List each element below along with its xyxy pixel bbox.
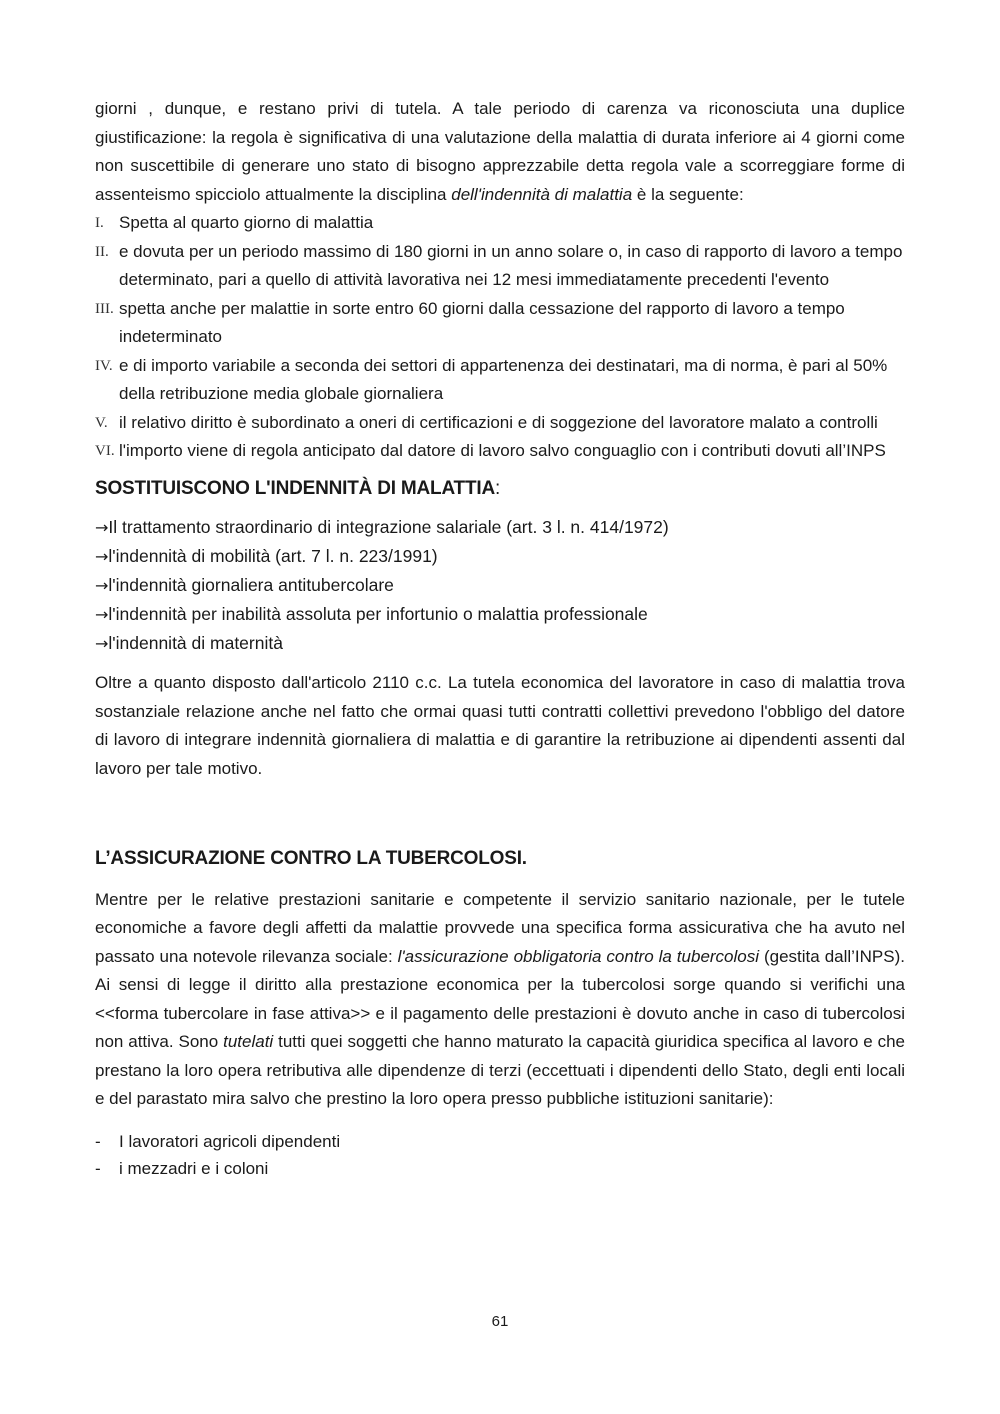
list-item-text: Il trattamento straordinario di integrazione salariale (art. 3 l. n. 414/1972) bbox=[108, 517, 669, 537]
list-item-text: i mezzadri e i coloni bbox=[119, 1158, 269, 1178]
list-item-number: II. bbox=[95, 243, 109, 260]
paragraph-text: tutti quei soggetti che hanno maturato la capacità giuridica specifica al lavoro e che prestano la loro opera retributiva alle dipendenze di terzi (eccettuati i dipendenti dello Stato, degli enti locali e del parastato mira salvo che prestino la loro opera presso pubbliche istituzioni sanitarie): bbox=[95, 1032, 906, 1108]
list-item bbox=[95, 209, 905, 238]
list-item-number: III. bbox=[95, 300, 114, 317]
intro-italic: dell'indennità di malattia bbox=[451, 184, 633, 204]
list-item-text: l'importo viene di regola anticipato dal datore di lavoro salvo conguaglio con i contributi dovuti all’INPS bbox=[119, 440, 886, 460]
list-item-text: I lavoratori agricoli dipendenti bbox=[119, 1131, 341, 1151]
list-item bbox=[95, 439, 905, 463]
list-item-text: l'indennità per inabilità assoluta per infortunio o malattia professionale bbox=[108, 604, 648, 624]
intro-text-end: è la seguente: bbox=[632, 184, 744, 204]
arrow-icon: → bbox=[95, 547, 109, 566]
section-heading-tubercolosi: L’ASSICURAZIONE CONTRO LA TUBERCOLOSI. bbox=[95, 848, 527, 869]
heading-colon: : bbox=[494, 477, 501, 499]
list-item-number: V. bbox=[95, 414, 108, 431]
roman-numeral-list bbox=[95, 209, 905, 463]
page-number: 61 bbox=[491, 1313, 509, 1330]
list-item bbox=[95, 629, 905, 658]
list-item-text: spetta anche per malattie in sorte entro 60 giorni dalla cessazione del rapporto di lavoro a tempo indeterminato bbox=[119, 298, 845, 346]
intro-paragraph bbox=[95, 95, 905, 209]
dash-bullet: - bbox=[95, 1158, 101, 1178]
list-item-text: e dovuta per un periodo massimo di 180 giorni in un anno solare o, in caso di rapporto di lavoro a tempo determinato, pari a quello di attività lavorativa nei 12 mesi immediatamente precedenti l'evento bbox=[119, 241, 903, 289]
list-item bbox=[95, 571, 905, 600]
list-item bbox=[95, 295, 905, 352]
list-item-text: l'indennità giornaliera antitubercolare bbox=[108, 575, 394, 595]
list-item bbox=[95, 238, 905, 295]
list-item bbox=[95, 1128, 905, 1155]
paragraph-oltre: Oltre a quanto disposto dall'articolo 2110 c.c. La tutela economica del lavoratore in caso di malattia trova sostanziale relazione anche nel fatto che ormai quasi tutti contratti collettivi prevedono l'obbligo del datore di lavoro di integrare indennità giornaliera di malattia e di garantire la retribuzione ai dipendenti assenti dal lavoro per tale motivo. bbox=[95, 673, 905, 778]
intro-text: giorni , dunque, e restano privi di tutela. A tale periodo di carenza va riconosciuta una duplice giustificazione: la regola è significativa di una valutazione della malattia di durata inferiore ai 4 giorni come non suscettibile di generare uno stato di bisogno apprezzabile detta regola vale a scorreggiare forme di assenteismo spicciolo attualmente la disciplina bbox=[95, 99, 905, 204]
list-item-text: l'indennità di maternità bbox=[108, 633, 283, 653]
list-item bbox=[95, 352, 905, 409]
paragraph-text: Mentre per le relative prestazioni sanitarie e competente il servizio sanitario nazionale, per le tutele economiche a favore degli affetti da malattie provvede una specifica forma assicurativa che ha avuto nel passato una notevole rilevanza sociale: bbox=[95, 889, 905, 966]
list-item bbox=[95, 600, 905, 629]
dash-list bbox=[95, 1128, 905, 1182]
list-item-number: VI. bbox=[95, 442, 115, 459]
heading-text: SOSTITUISCONO L'INDENNITÀ DI MALATTIA bbox=[95, 477, 495, 499]
document-page bbox=[95, 95, 905, 1182]
arrow-icon: → bbox=[95, 634, 109, 653]
arrow-icon: → bbox=[95, 605, 109, 624]
arrow-icon: → bbox=[95, 576, 109, 595]
paragraph-italic: l'assicurazione obbligatoria contro la tubercolosi bbox=[397, 946, 760, 966]
dash-bullet: - bbox=[95, 1131, 101, 1151]
paragraph-italic: tutelati bbox=[223, 1032, 274, 1051]
arrow-icon: → bbox=[95, 518, 109, 537]
paragraph-mentre bbox=[95, 886, 905, 1114]
section-heading-sostituiscono bbox=[95, 475, 905, 504]
list-item-text: il relativo diritto è subordinato a oneri di certificazioni e di soggezione del lavoratore malato a controlli bbox=[119, 412, 878, 432]
list-item-number: IV. bbox=[95, 357, 113, 374]
list-item-text: e di importo variabile a seconda dei settori di appartenenza dei destinatari, ma di norma, è pari al 50% della retribuzione media globale giornaliera bbox=[119, 355, 888, 403]
list-item bbox=[95, 411, 905, 435]
list-item bbox=[95, 513, 905, 542]
list-item-text: l'indennità di mobilità (art. 7 l. n. 223/1991) bbox=[108, 546, 438, 566]
list-item-text: Spetta al quarto giorno di malattia bbox=[119, 213, 374, 232]
arrow-list bbox=[95, 513, 905, 658]
paragraph-text: (gestita dall’INPS). Ai sensi di legge il diritto alla prestazione economica per la tubercolosi sorge quando si verifichi una <<forma tubercolare in fase attiva>> e il pagamento delle prestazioni è dovuto anche in caso di tubercolosi non attiva. Sono bbox=[95, 946, 905, 1051]
list-item-number: I. bbox=[95, 215, 104, 231]
list-item bbox=[95, 542, 905, 571]
list-item bbox=[95, 1155, 905, 1182]
